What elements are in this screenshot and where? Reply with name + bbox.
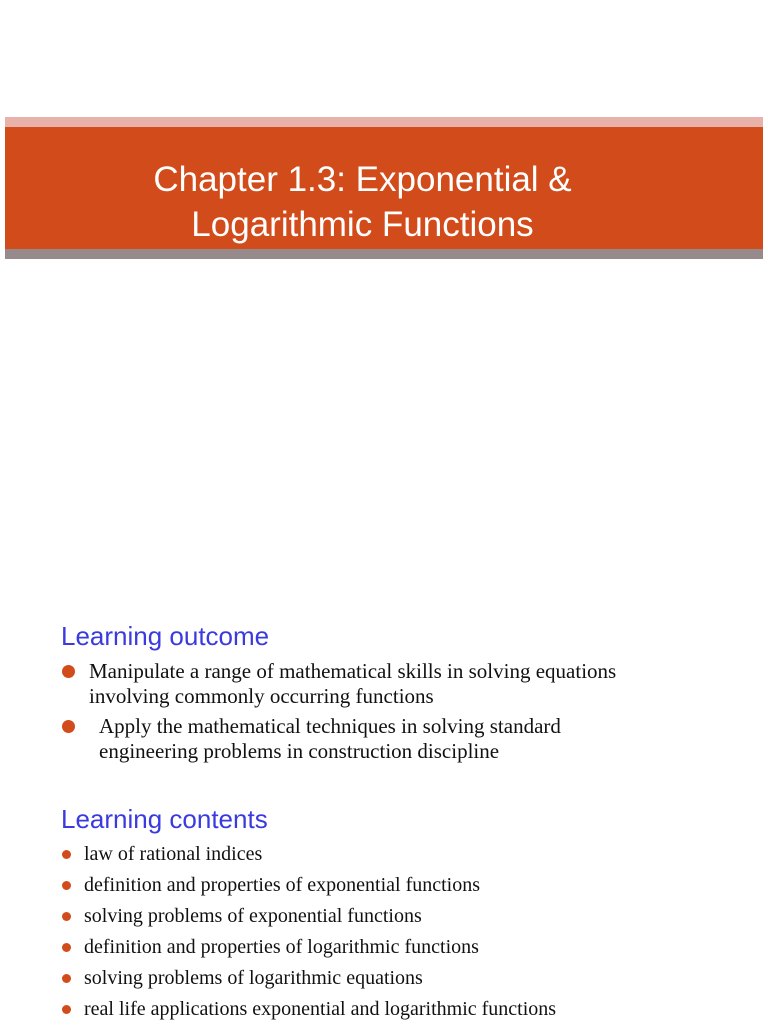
learning-contents-list [62,842,752,1028]
list-item [62,873,752,904]
list-item [62,966,752,997]
learning-outcome-item-line-2: involving commonly occurring functions [89,684,434,708]
bullet-icon [62,850,71,859]
bullet-icon [62,974,71,983]
list-item-text: definition and properties of exponential functions [84,874,481,896]
list-item-text: law of rational indices [84,843,263,865]
page-title-line-2: Logarithmic Functions [191,205,534,244]
learning-outcome-item-line-2: engineering problems in construction discipline [99,739,500,763]
bullet-icon [62,912,71,921]
bullet-icon [62,720,75,733]
bullet-icon [62,943,71,952]
learning-outcome-heading: Learning outcome [61,621,270,651]
learning-contents-heading: Learning contents [61,804,268,834]
learning-outcome-item [62,714,752,764]
list-item-text: solving problems of logarithmic equations [84,967,423,989]
list-item [62,935,752,966]
title-bar-bottom-stripe [5,249,763,259]
bullet-icon [62,665,75,678]
list-item-text: definition and properties of logarithmic functions [84,936,479,958]
title-bar-top-stripe [5,117,763,127]
list-item [62,997,752,1028]
list-item [62,904,752,935]
page-title-line-1: Chapter 1.3: Exponential & [153,160,572,199]
list-item-text: real life applications exponential and logarithmic functions [84,998,557,1020]
bullet-icon [62,1005,71,1014]
learning-outcome-item-line-1: Manipulate a range of mathematical skills in solving equations [89,659,617,683]
learning-outcome-item [62,659,752,709]
bullet-icon [62,881,71,890]
list-item-text: solving problems of exponential functions [84,905,422,927]
learning-outcome-item-line-1: Apply the mathematical techniques in solving standard [99,714,561,738]
list-item [62,842,752,873]
page-title [5,157,720,247]
